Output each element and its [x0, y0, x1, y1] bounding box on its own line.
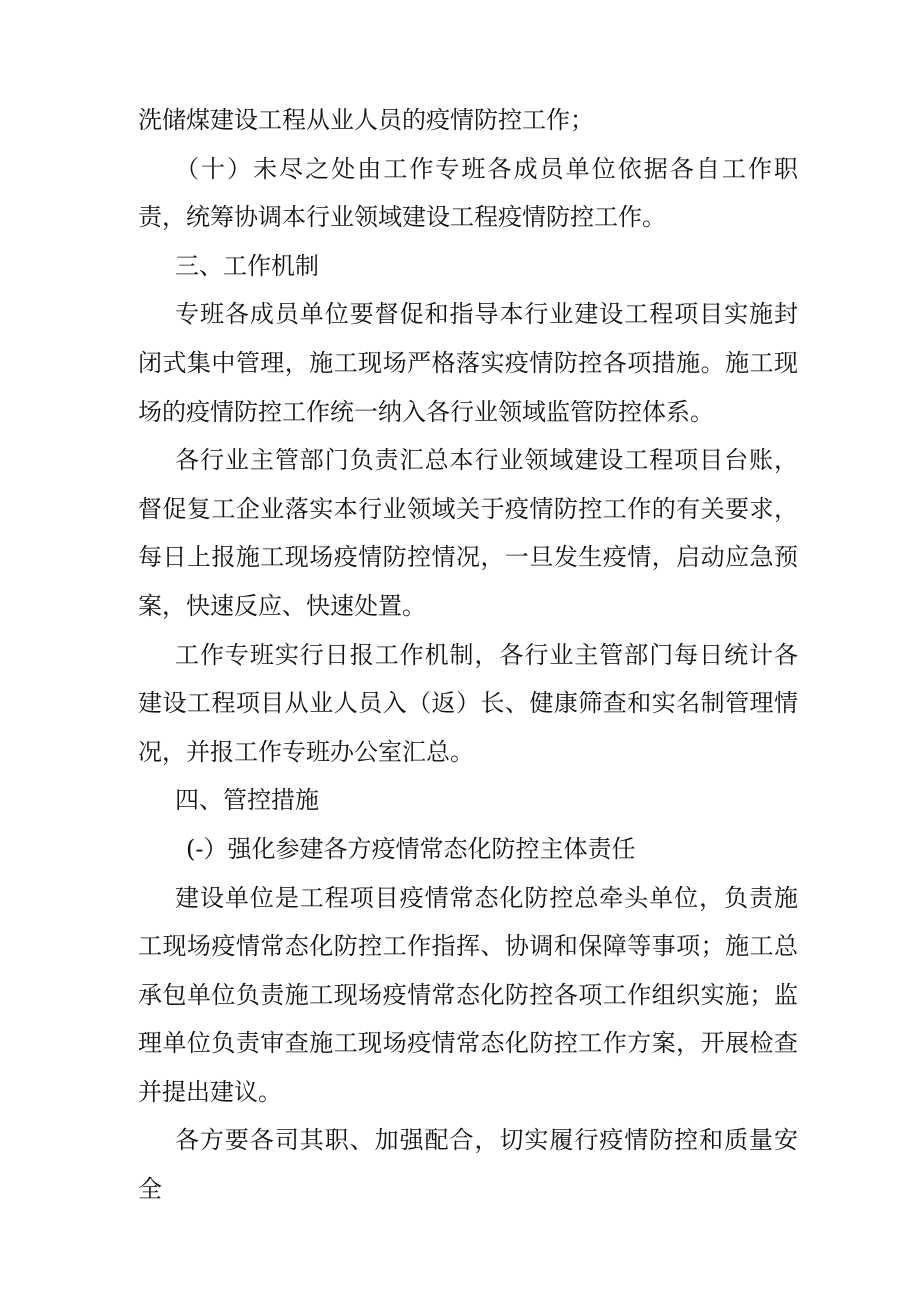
paragraph-body: 各方要各司其职、加强配合，切实履行疫情防控和质量安全: [138, 1126, 798, 1204]
paragraph-body: 建设单位是工程项目疫情常态化防控总牵头单位，负责施工现场疫情常态化防控工作指挥、协调和保障等事项；施工总承包单位负责施工现场疫情常态化防控各项工作组织实施；监理单位负责审查施工现场疫情常态化防控工作方案，开展检查并提出建议。: [138, 883, 798, 1106]
section-heading-control-measures: 四、管控措施: [175, 786, 319, 815]
paragraph-item-ten: （十）未尽之处由工作专班各成员单位依据各自工作职责，统筹协调本行业领域建设工程疫情防控工作。: [138, 154, 798, 232]
section-heading-work-mechanism: 三、工作机制: [175, 251, 319, 280]
paragraph-continuation: 洗储煤建设工程从业人员的疫情防控工作；: [138, 106, 594, 134]
paragraph-body: 专班各成员单位要督促和指导本行业建设工程项目实施封闭式集中管理，施工现场严格落实疫情防控各项措施。施工现场的疫情防控工作统一纳入各行业领域监管防控体系。: [138, 300, 798, 426]
paragraph-body: 工作专班实行日报工作机制，各行业主管部门每日统计各建设工程项目从业人员入（返）长、健康筛查和实名制管理情况，并报工作专班办公室汇总。: [138, 640, 798, 766]
subsection-heading: (-）强化参建各方疫情常态化防控主体责任: [186, 834, 636, 863]
paragraph-body: 各行业主管部门负责汇总本行业领域建设工程项目台账，督促复工企业落实本行业领域关于疫情防控工作的有关要求，每日上报施工现场疫情防控情况，一旦发生疫情，启动应急预案，快速反应、快速处置。: [138, 446, 798, 620]
document-body: [138, 96, 798, 1214]
